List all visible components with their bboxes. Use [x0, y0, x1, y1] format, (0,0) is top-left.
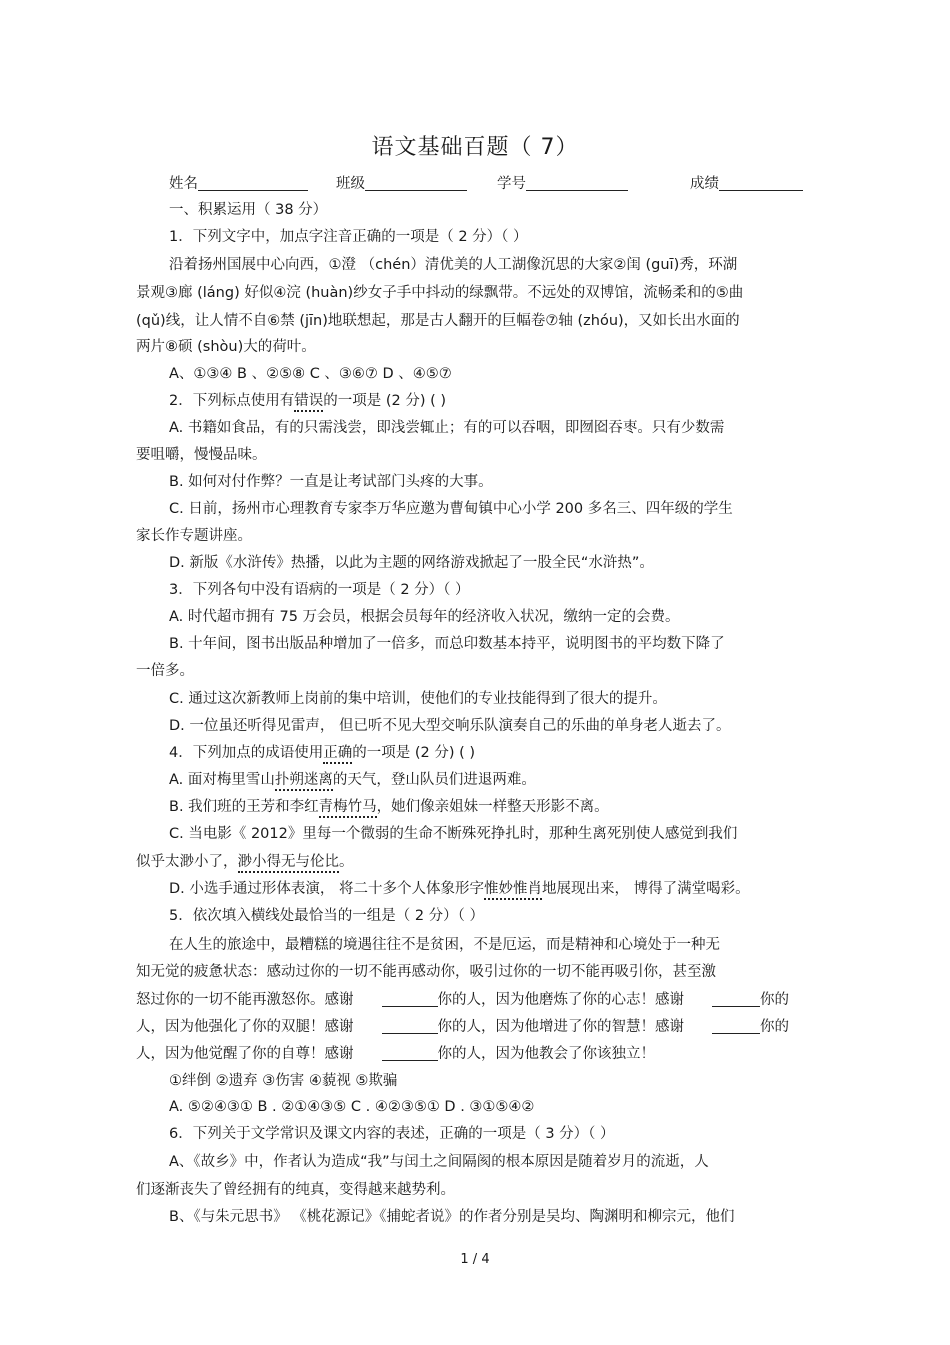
q4-a-text: 的天气，登山队员们进退两难。 — [332, 772, 536, 788]
q1-passage-line: (qǔ)线，让人情不自⑥禁 (jīn)地联想起，那是古人翻开的巨幅卷⑦轴 (zhóu)，又如长出水面的 — [136, 313, 740, 329]
q6-stem: 6．下列关于文学常识及课文内容的表述，正确的一项是（ 3 分）（ ） — [169, 1126, 615, 1142]
q4-a-text: A. 面对梅里雪山 — [169, 772, 275, 788]
q5-passage-line — [136, 1017, 789, 1037]
q5-text: 怒过你的一切不能再激怒你。感谢 — [136, 992, 354, 1008]
class-label: 班级 — [336, 176, 365, 192]
score-field — [690, 172, 803, 193]
q5-passage-line: 在人生的旅途中，最糟糕的境遇往往不是贫困，不是厄运，而是精神和心境处于一种无 — [169, 937, 720, 953]
q4-c-idiom: 渺小得无与伦比 — [238, 854, 340, 873]
q3-option-c: C. 通过这次新教师上岗前的集中培训，使他们的专业技能得到了很大的提升。 — [169, 691, 667, 707]
q4-d-idiom: 惟妙惟肖 — [484, 881, 542, 900]
q1-passage-line: 景观③廊 (láng) 好似④浣 (huàn)纱女子手中抖动的绿飘带。不远处的双博馆，流畅柔和的⑤曲 — [136, 285, 744, 301]
q5-passage-line: 知无觉的疲惫状态：感动过你的一切不能再感动你，吸引过你的一切不能再吸引你，甚至激 — [136, 964, 716, 980]
q2-option-b: B. 如何对付作弊？一直是让考试部门头疼的大事。 — [169, 474, 493, 490]
student-id-blank[interactable] — [526, 174, 628, 191]
q4-stem-text: 4．下列加点的成语使用 — [169, 745, 324, 761]
q5-text: 你的 — [760, 992, 789, 1008]
name-label: 姓名 — [169, 176, 198, 192]
student-id-label: 学号 — [497, 176, 526, 192]
q4-b-idiom: 青梅竹马 — [319, 799, 377, 818]
q4-option-a — [169, 770, 536, 790]
q4-c-text: 似乎太渺小了， — [136, 854, 238, 870]
q5-blank[interactable] — [382, 1046, 438, 1061]
q4-stem-text: 的一项是 (2 分) ( ) — [352, 745, 476, 761]
page-title: 语文基础百题（ 7） — [371, 135, 579, 160]
q3-option-b: B. 十年间，图书出版品种增加了一倍多，而总印数基本持平，说明图书的平均数下降了 — [169, 636, 725, 652]
q1-stem: 1．下列文字中，加点字注音正确的一项是（ 2 分）（ ） — [169, 229, 528, 245]
q5-passage-line — [136, 1044, 655, 1064]
q4-option-b — [169, 797, 609, 817]
q2-emphasis: 错误 — [294, 393, 323, 412]
q4-b-text: ，她们像亲姐妹一样整天形影不离。 — [376, 799, 609, 815]
q3-option-a: A. 时代超市拥有 75 万会员，根据会员每年的经济收入状况，缴纳一定的会费。 — [169, 609, 680, 625]
q2-option-a: A. 书籍如食品，有的只需浅尝，即浅尝辄止；有的可以吞咽，即囫囵吞枣。只有少数需 — [169, 420, 725, 436]
student-id-field — [497, 172, 628, 193]
q4-b-text: B. 我们班的王芳和李红 — [169, 799, 319, 815]
q5-text: 你的人，因为他增进了你的智慧！感谢 — [437, 1019, 684, 1035]
q5-blank[interactable] — [382, 1019, 438, 1034]
q2-stem-text: 2．下列标点使用有 — [169, 393, 295, 409]
q6-option-b: B、《与朱元思书》 《桃花源记》《捕蛇者说》的作者分别是吴均、陶渊明和柳宗元，他们 — [169, 1209, 735, 1225]
q2-stem-text: 的一项是 (2 分) ( ) — [323, 393, 447, 409]
q4-option-d — [169, 879, 750, 899]
q4-option-c-cont — [136, 852, 354, 872]
class-field — [336, 172, 467, 193]
score-label: 成绩 — [690, 176, 719, 192]
q4-a-idiom: 扑朔迷离 — [275, 772, 333, 791]
q4-c-text: 。 — [339, 854, 354, 870]
q3-option-d: D. 一位虽还听得见雷声， 但已听不见大型交响乐队演奏自己的乐曲的单身老人逝去了。 — [169, 718, 731, 734]
q1-passage-line: 沿着扬州国展中心向西，①澄 （chén）清优美的人工湖像沉思的大家②闺 (guī)秀，环湖 — [169, 257, 738, 273]
q5-options: A. ⑤②④③① B . ②①④③⑤ C . ④②③⑤① D . ③①⑤④② — [169, 1099, 535, 1115]
q5-text: 你的 — [760, 1019, 789, 1035]
q3-option-b-cont: 一倍多。 — [136, 663, 194, 679]
q3-stem: 3．下列各句中没有语病的一项是（ 2 分）（ ） — [169, 582, 470, 598]
q5-text: 你的人，因为他磨炼了你的心志！感谢 — [437, 992, 684, 1008]
q5-blank[interactable] — [382, 992, 438, 1007]
q4-d-text: D. 小选手通过形体表演， 将二十多个人体象形字 — [169, 881, 484, 897]
q2-stem — [169, 391, 446, 411]
q6-option-a-cont: 们逐渐丧失了曾经拥有的纯真，变得越来越势利。 — [136, 1182, 455, 1198]
q4-emphasis: 正确 — [323, 745, 352, 764]
q2-option-c-cont: 家长作专题讲座。 — [136, 528, 252, 544]
q2-option-a-cont: 要咀嚼，慢慢品味。 — [136, 447, 267, 463]
score-blank[interactable] — [719, 174, 803, 191]
page-number: 1 / 4 — [460, 1252, 490, 1267]
q1-passage-line: 两片⑧硕 (shòu)大的荷叶。 — [136, 339, 316, 355]
q2-option-d: D. 新版《水浒传》热播，以此为主题的网络游戏掀起了一股全民“水浒热”。 — [169, 555, 654, 571]
q5-blank[interactable] — [712, 992, 760, 1007]
q5-text: 人，因为他觉醒了你的自尊！感谢 — [136, 1046, 354, 1062]
q4-d-text: 地展现出来， 博得了满堂喝彩。 — [542, 881, 750, 897]
name-field — [169, 172, 308, 193]
q5-passage-line — [136, 990, 789, 1010]
q6-option-a: A、《故乡》中，作者认为造成“我”与闰土之间隔阂的根本原因是随着岁月的流逝，人 — [169, 1154, 709, 1170]
q5-word-list: ①绊倒 ②遗弃 ③伤害 ④藐视 ⑤欺骗 — [169, 1073, 398, 1089]
q2-option-c: C. 日前，扬州市心理教育专家李万华应邀为曹甸镇中心小学 200 多名三、四年级的学生 — [169, 501, 733, 517]
q5-stem: 5．依次填入横线处最恰当的一组是（ 2 分）（ ） — [169, 908, 485, 924]
q4-stem — [169, 743, 475, 763]
name-blank[interactable] — [198, 174, 308, 191]
q5-text: 人，因为他强化了你的双腿！感谢 — [136, 1019, 354, 1035]
q5-blank[interactable] — [712, 1019, 760, 1034]
q1-options: A、①③④ B 、②⑤⑧ C 、③⑥⑦ D 、④⑤⑦ — [169, 366, 452, 382]
section-heading: 一、积累运用（ 38 分） — [169, 202, 328, 218]
q5-text: 你的人，因为他教会了你该独立！ — [437, 1046, 655, 1062]
q4-option-c: C. 当电影《 2012》里每一个微弱的生命不断殊死挣扎时，那种生离死别使人感觉到我们 — [169, 826, 738, 842]
class-blank[interactable] — [365, 174, 467, 191]
